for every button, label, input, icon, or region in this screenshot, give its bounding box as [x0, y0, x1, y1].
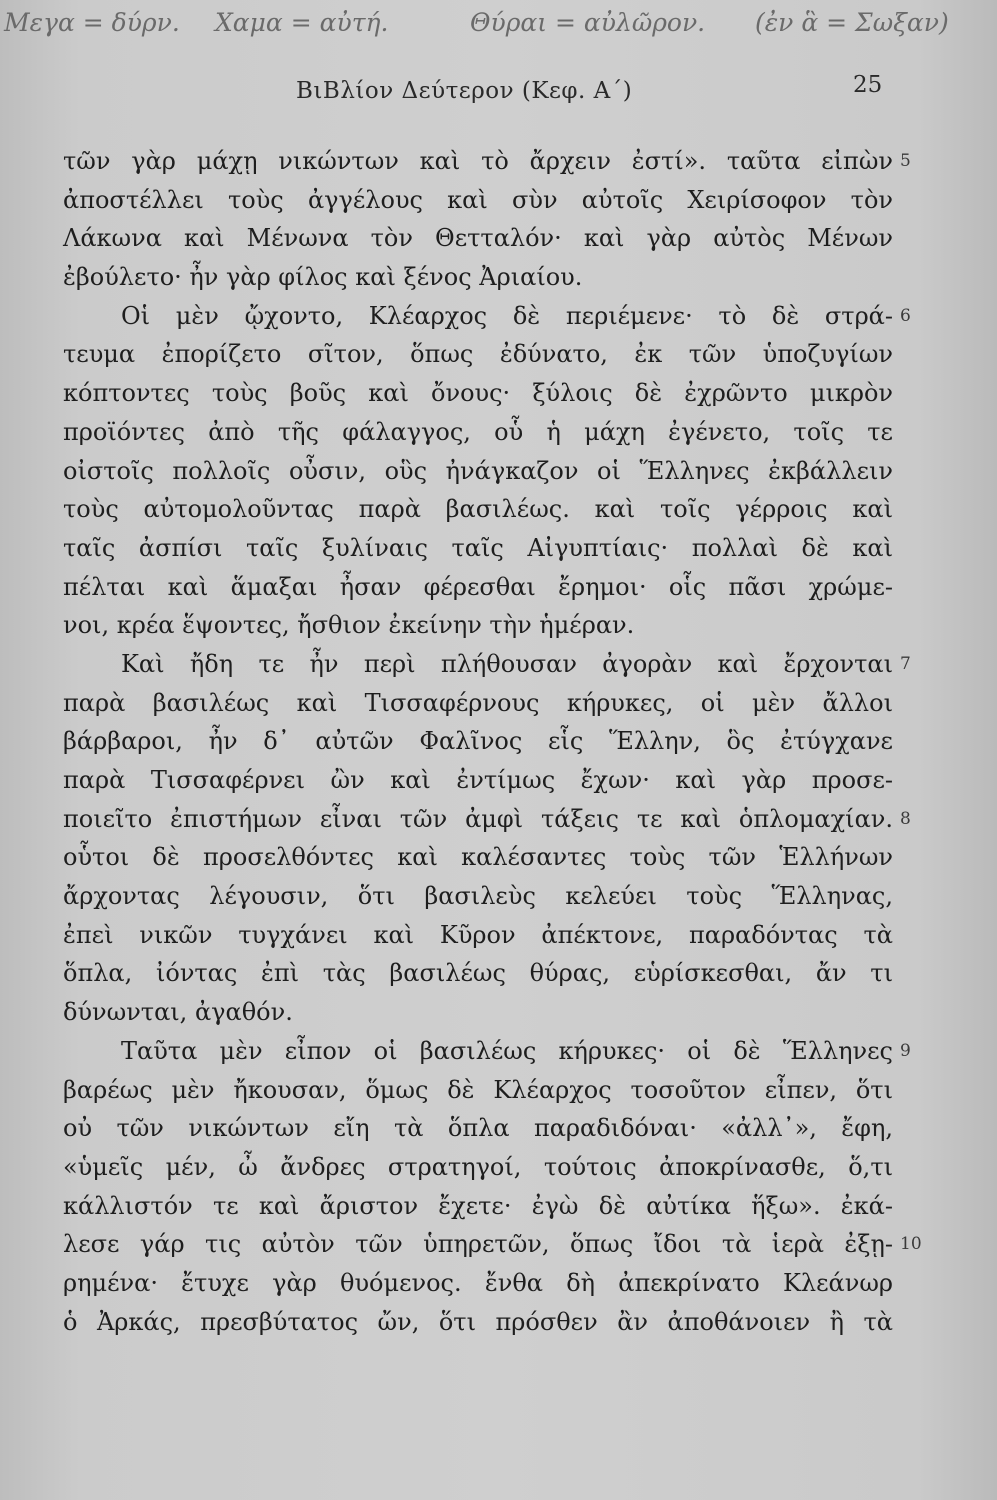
- line-text: κάλλιστόν τε καὶ ἄριστον ἔχετε· ἐγὼ δὲ αὐτίκα ἥξω». ἐκά-: [63, 1191, 893, 1220]
- text-line: [63, 1264, 893, 1303]
- line-text: κόπτοντες τοὺς βοῦς καὶ ὄνους· ξύλοις δὲ ἐχρῶντο μικρὸν: [63, 379, 893, 408]
- text-line: [63, 800, 911, 839]
- text-line: [63, 335, 893, 374]
- section-number: 8: [900, 808, 911, 829]
- line-text: ἐβούλετο· ἦν γὰρ φίλος καὶ ξένος Ἀριαίου.: [63, 263, 583, 292]
- line-text: ὅπλα, ἰόντας ἐπὶ τὰς βασιλέως θύρας, εὑρίσκεσθαι, ἄν τι: [63, 959, 893, 988]
- line-text: τῶν γὰρ μάχῃ νικώντων καὶ τὸ ἄρχειν ἐστί». ταῦτα εἰπὼν: [63, 147, 893, 175]
- line-text: οἰστοῖς πολλοῖς οὖσιν, οὓς ἠνάγκαζον οἱ Ἕλληνες ἐκβάλλειν: [63, 456, 893, 485]
- line-text: τευμα ἐπορίζετο σῖτον, ὅπως ἐδύνατο, ἐκ τῶν ὑποζυγίων: [63, 340, 893, 369]
- line-text: «ὑμεῖς μέν, ὦ ἄνδρες στρατηγοί, τούτοις ἀποκρίνασθε, ὅ,τι: [63, 1152, 893, 1181]
- text-line: [63, 452, 893, 491]
- text-line: [63, 374, 893, 413]
- line-text: προϊόντες ἀπὸ τῆς φάλαγγος, οὗ ἡ μάχη ἐγένετο, τοῖς τε: [63, 417, 893, 446]
- section-number: 6: [900, 305, 911, 326]
- text-line: [63, 838, 893, 877]
- text-line: [63, 181, 893, 220]
- handwritten-note: Θύραι = αὐλῶρον.: [470, 8, 706, 37]
- line-text: δύνωνται, ἀγαθόν.: [63, 998, 293, 1027]
- line-text: ἀποστέλλει τοὺς ἀγγέλους καὶ σὺν αὐτοῖς Χειρίσοφον τὸν: [63, 185, 893, 214]
- line-text: οὐ τῶν νικώντων εἴη τὰ ὅπλα παραδιδόναι· «ἀλλ᾽», ἔφη,: [63, 1114, 893, 1143]
- page-number: 25: [853, 72, 883, 98]
- text-line: [63, 993, 893, 1032]
- line-text: ἐπεὶ νικῶν τυγχάνει καὶ Κῦρον ἀπέκτονε, παραδόντας τὰ: [63, 920, 893, 949]
- text-block: [63, 142, 922, 1341]
- text-line: [63, 568, 893, 607]
- text-line: [63, 1109, 893, 1148]
- text-line: [63, 142, 911, 181]
- handwritten-notes: [0, 2, 997, 48]
- section-number: 9: [900, 1040, 911, 1061]
- section-number: 5: [900, 151, 911, 171]
- section-number: 7: [900, 653, 911, 674]
- line-text: Οἱ μὲν ᾤχοντο, Κλέαρχος δὲ περιέμενε· τὸ δὲ στρά-: [121, 301, 893, 330]
- line-text: πέλται καὶ ἅμαξαι ἦσαν φέρεσθαι ἔρημοι· οἷς πᾶσι χρώμε-: [63, 572, 893, 601]
- text-line: [63, 258, 893, 297]
- text-line: [63, 1032, 911, 1071]
- line-text: Ταῦτα μὲν εἶπον οἱ βασιλέως κήρυκες· οἱ δὲ Ἕλληνες: [121, 1036, 893, 1065]
- text-line: [63, 877, 893, 916]
- running-head: ΒιΒλίον Δεύτερον (Κεφ. Α΄): [296, 78, 633, 104]
- text-line: [63, 761, 893, 800]
- line-text: ποιεῖτο ἐπιστήμων εἶναι τῶν ἀμφὶ τάξεις τε καὶ ὁπλομαχίαν.: [63, 804, 893, 833]
- line-text: νοι, κρέα ἕψοντες, ἤσθιον ἐκείνην τὴν ἡμέραν.: [63, 611, 635, 640]
- line-text: Λάκωνα καὶ Μένωνα τὸν Θετταλόν· καὶ γὰρ αὐτὸς Μένων: [63, 224, 893, 253]
- line-text: ὁ Ἀρκάς, πρεσβύτατος ὤν, ὅτι πρόσθεν ἂν ἀποθάνοιεν ἢ τὰ: [63, 1307, 893, 1336]
- text-line: [63, 297, 911, 336]
- line-text: ρημένα· ἔτυχε γὰρ θυόμενος. ἔνθα δὴ ἀπεκρίνατο Κλεάνωρ: [63, 1268, 893, 1297]
- text-line: [63, 219, 893, 258]
- text-line: [63, 1187, 893, 1226]
- text-line: [63, 1071, 893, 1110]
- line-text: οὗτοι δὲ προσελθόντες καὶ καλέσαντες τοὺς τῶν Ἑλλήνων: [63, 843, 893, 872]
- line-text: βάρβαροι, ἦν δ᾽ αὐτῶν Φαλῖνος εἷς Ἕλλην, ὃς ἐτύγχανε: [63, 727, 893, 756]
- line-text: παρὰ βασιλέως καὶ Τισσαφέρνους κήρυκες, οἱ μὲν ἄλλοι: [63, 688, 893, 717]
- text-line: [63, 529, 893, 568]
- line-text: παρὰ Τισσαφέρνει ὢν καὶ ἐντίμως ἔχων· καὶ γὰρ προσε-: [63, 766, 893, 794]
- text-line: [63, 1148, 893, 1187]
- text-line: [63, 606, 893, 645]
- handwritten-note: Χαμα = αὐτή.: [215, 8, 389, 37]
- section-number: 10: [900, 1234, 922, 1255]
- text-line: [63, 916, 893, 955]
- handwritten-note: (ἐν ἃ = Σωξαν): [755, 8, 949, 37]
- text-line: [63, 1225, 922, 1264]
- line-text: βαρέως μὲν ἤκουσαν, ὅμως δὲ Κλέαρχος τοσοῦτον εἶπεν, ὅτι: [63, 1075, 893, 1104]
- text-line: [63, 722, 893, 761]
- line-text: λεσε γάρ τις αὐτὸν τῶν ὑπηρετῶν, ὅπως ἴδοι τὰ ἱερὰ ἐξῃ-: [63, 1230, 893, 1259]
- line-text: Καὶ ἤδη τε ἦν περὶ πλήθουσαν ἀγορὰν καὶ ἔρχονται: [121, 649, 893, 678]
- line-text: τοὺς αὐτομολοῦντας παρὰ βασιλέως. καὶ τοῖς γέρροις καὶ: [63, 495, 893, 524]
- text-line: [63, 490, 893, 529]
- text-line: [63, 645, 911, 684]
- text-line: [63, 684, 893, 723]
- text-line: [63, 1303, 893, 1342]
- handwritten-note: Μεγα = δύρν.: [4, 8, 180, 37]
- line-text: ταῖς ἀσπίσι ταῖς ξυλίναις ταῖς Αἰγυπτίαις· πολλαὶ δὲ καὶ: [63, 533, 893, 562]
- line-text: ἄρχοντας λέγουσιν, ὅτι βασιλεὺς κελεύει τοὺς Ἕλληνας,: [63, 882, 893, 911]
- text-line: [63, 954, 893, 993]
- text-line: [63, 413, 893, 452]
